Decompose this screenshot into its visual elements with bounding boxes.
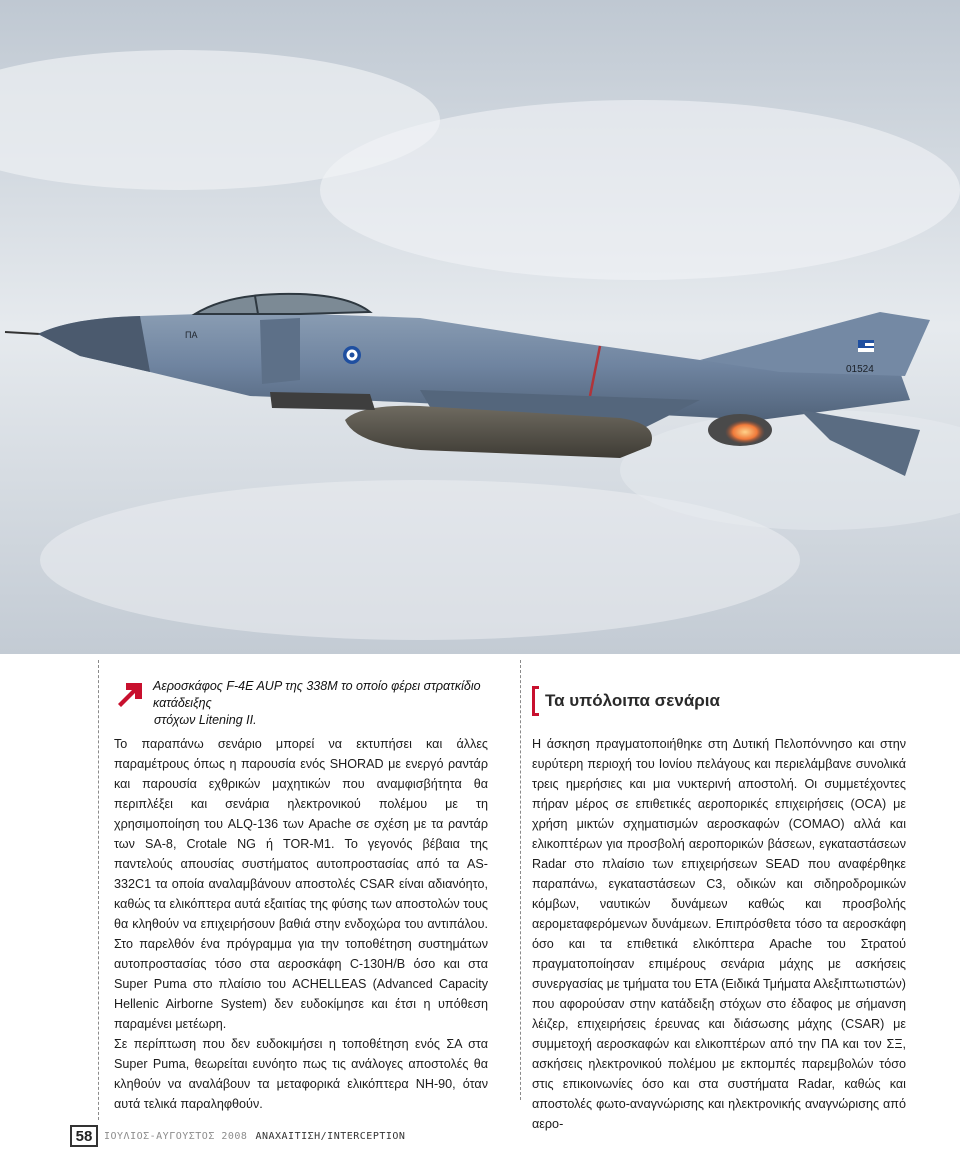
photo-caption [153, 678, 493, 729]
left-paragraph-2: Σε περίπτωση που δεν ευδοκιμήσει η τοποθέτηση ενός ΣΑ στα Super Puma, θεωρείται ευνόητο πως τις ανάλογες αποστολές θα κληθούν να αναλάβουν τα μεταφορικά ελικόπτερα NH-90, όταν αυτά τελικά παραληφθούν. [114, 1037, 488, 1111]
aircraft-marking: ΠΑ [185, 330, 198, 340]
magazine-name: ΑΝΑΧΑΙΤΙΣΗ/INTERCEPTION [255, 1130, 406, 1142]
issue-date: ΙΟΥΛΙΟΣ-ΑΥΓΟΥΣΤΟΣ 2008 [104, 1130, 248, 1142]
right-text-column [532, 734, 906, 1134]
tail-number: 01524 [846, 364, 874, 375]
right-paragraph-1: Η άσκηση πραγματοποιήθηκε στη Δυτική Πελοπόννησο και στην ευρύτερη περιοχή του Ιονίου πελάγους και περιελάμβανε συνολικά τρεις ημερήσιες και μια νυκτερινή αποστολή. Οι συμμετέχοντες πήραν μέρος σε επιθετικές αεροπορικές επιχειρήσεις (OCA) με χρήση μικτών σχηματισμών αεροσκαφών (COMAO) αλλά και ελικοπτέρων για προσβολή αεροπορικών βάσεων, εγκαταστάσεων Radar στο πλαίσιο των επιχειρήσεων SEAD που αναφέρθηκε παραπάνω, εγκαταστάσεων C3, οδικών και σιδηροδρομικών κόμβων, ναυτικών δυνάμεων καθώς και προσβολής αερομεταφερόμενων δυνάμεων. Επιπρόσθετα τόσο τα αεροσκάφη όσο και τα επιθετικά ελικόπτερα Apache του Στρατού πραγματοποίησαν επιμέρους σενάρια μάχης με ασκήσεις συνεργασίας με τμήματα του ΕΤΑ (Ειδικά Τμήματα Αλεξιπτωτιστών) που αφορούσαν στην κατάδειξη στόχων στο έδαφος με σήμανση λέιζερ, επιχειρήσεις έρευνας και διάσωσης μάχης (CSAR) με συμμετοχή αεροσκαφών και ελικοπτέρων από την ΠΑ και τον ΣΞ, ασκήσεις ηλεκτρονικού πολέμου με εκπομπές παρεμβολών τόσο στις επικοινωνίες όσο και στα συστήματα Radar, καθώς και αποστολές φωτο-αναγνώρισης και ηλεκτρονικής αναγνώρισης από αερο- [532, 737, 906, 1131]
section-title: Τα υπόλοιπα σενάρια [545, 691, 720, 710]
caption-line-1: Αεροσκάφος F-4E AUP της 338Μ το οποίο φέρει στρατκίδιο κατάδειξης [153, 679, 481, 710]
page-footer [70, 1125, 405, 1147]
left-margin-rule [98, 660, 99, 1120]
page-number: 58 [70, 1125, 98, 1147]
section-heading [532, 686, 720, 716]
left-paragraph-1: Το παραπάνω σενάριο μπορεί να εκτυπήσει και άλλες παραμέτρους όπως η παρουσία ενός SHORAD με ενεργό ραντάρ και παρουσία εχθρικών μαχητικών που αναμφισβήτητα θα περιπλέξει και σενάρια ηλεκτρονικού πολέμου με τη χρησιμοποίηση του ALQ-136 των Apache σε σχέση με τα ραντάρ των SA-8, Crotale NG ή TOR-M1. Το γεγονός βέβαια της παντελούς απουσίας συστήματος αυτοπροστασίας από τα AS-332C1 τα οποία αναλαμβάνουν αποστολές CSAR είναι αδιανόητο, καθώς τα ελικόπτερα αυτά εξαιτίας της φύσης των αποστολών τους θα κληθούν να επιχειρήσουν βαθιά στην ενδοχώρα του αντιπάλου. Στο παρελθόν ένα πρόγραμμα για την τοποθέτηση συστημάτων αυτοπροστασίας τόσο στα αεροσκάφη C-130H/B όσο και στα Super Puma στο πλαίσιο του ACHELLEAS (Advanced Capacity Hellenic Airborne System) δεν ευδοκίμησε και έτσι η υπόθεση παραμένει μετέωρη. [114, 737, 488, 1031]
column-divider-rule [520, 660, 521, 1100]
caption-line-2: στόχων Litening II. [154, 713, 257, 727]
left-text-column [114, 734, 488, 1114]
heading-bracket-icon [532, 686, 539, 716]
caption-arrow-icon [116, 680, 146, 710]
